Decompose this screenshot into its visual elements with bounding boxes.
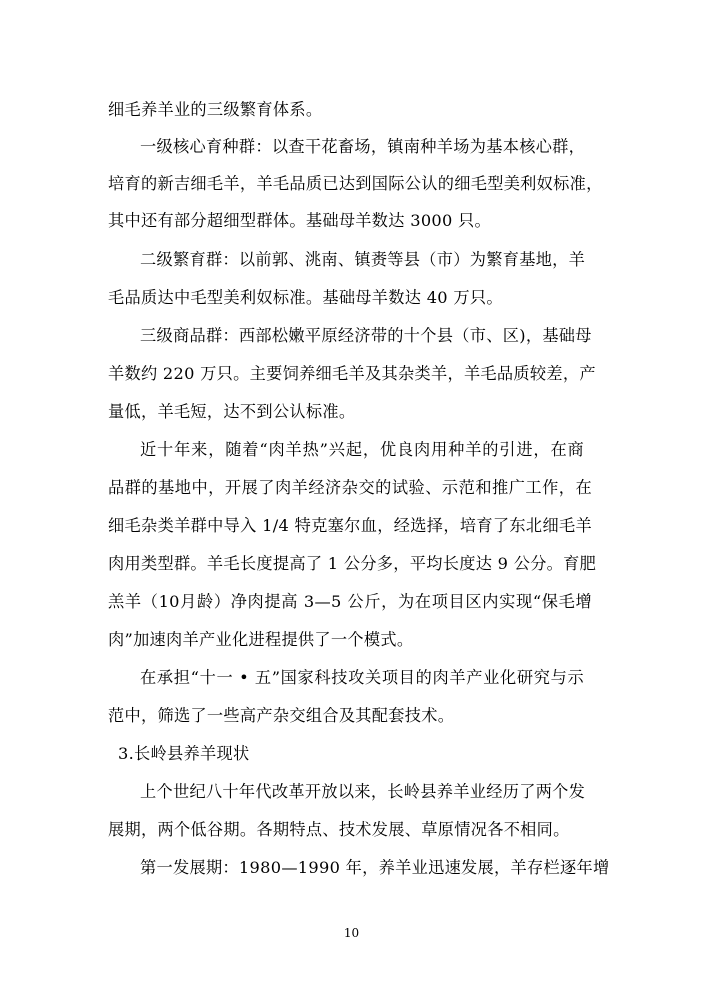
text-line-11: 品群的基地中，开展了肉羊经济杂交的试验、示范和推广工作，在: [108, 478, 592, 497]
text-line-8: 羊数约 220 万只。主要饲养细毛羊及其杂类羊，羊毛品质较差，产: [108, 364, 596, 383]
text-line-16: 在承担“十一 • 五”国家科技攻关项目的肉羊产业化研究与示: [140, 668, 584, 687]
text-line-10: 近十年来，随着“肉羊热”兴起，优良肉用种羊的引进，在商: [140, 440, 584, 459]
text-line-17: 范中，筛选了一些高产杂交组合及其配套技术。: [108, 706, 455, 725]
text-line-20: 展期，两个低谷期。各期特点、技术发展、草原情况各不相同。: [108, 820, 570, 839]
page-number: 10: [343, 926, 360, 940]
text-line-7: 三级商品群：西部松嫩平原经济带的十个县（市、区)，基础母: [140, 326, 592, 345]
text-line-1: 细毛养羊业的三级繁育体系。: [108, 100, 323, 119]
text-line-12: 细毛杂类羊群中导入 1/4 特克塞尔血，经选择，培育了东北细毛羊: [108, 516, 592, 535]
text-line-19: 上个世纪八十年代改革开放以来，长岭县养羊业经历了两个发: [140, 782, 586, 801]
text-line-6: 毛品质达中毛型美利奴标准。基础母羊数达 40 万只。: [108, 288, 503, 307]
text-line-14: 羔羊（10月龄）净肉提高 3—5 公斤，为在项目区内实现“保毛增: [108, 592, 592, 611]
text-line-4: 其中还有部分超细型群体。基础母羊数达 3000 只。: [108, 211, 492, 230]
text-line-13: 肉用类型群。羊毛长度提高了 1 公分多，平均长度达 9 公分。育肥: [108, 554, 597, 573]
text-line-3: 培育的新吉细毛羊，羊毛品质已达到国际公认的细毛型美利奴标准，: [108, 174, 603, 193]
text-line-21: 第一发展期：1980—1990 年，养羊业迅速发展，羊存栏逐年增: [140, 858, 610, 877]
text-line-15: 肉”加速肉羊产业化进程提供了一个模式。: [108, 630, 414, 649]
text-line-9: 量低，羊毛短，达不到公认标准。: [108, 402, 356, 421]
section-heading: 3.长岭县养羊现状: [118, 744, 250, 763]
text-line-2: 一级核心育种群：以查干花畜场，镇南种羊场为基本核心群，: [140, 137, 586, 156]
text-line-5: 二级繁育群：以前郭、洮南、镇赉等县（市）为繁育基地，羊: [140, 250, 586, 269]
